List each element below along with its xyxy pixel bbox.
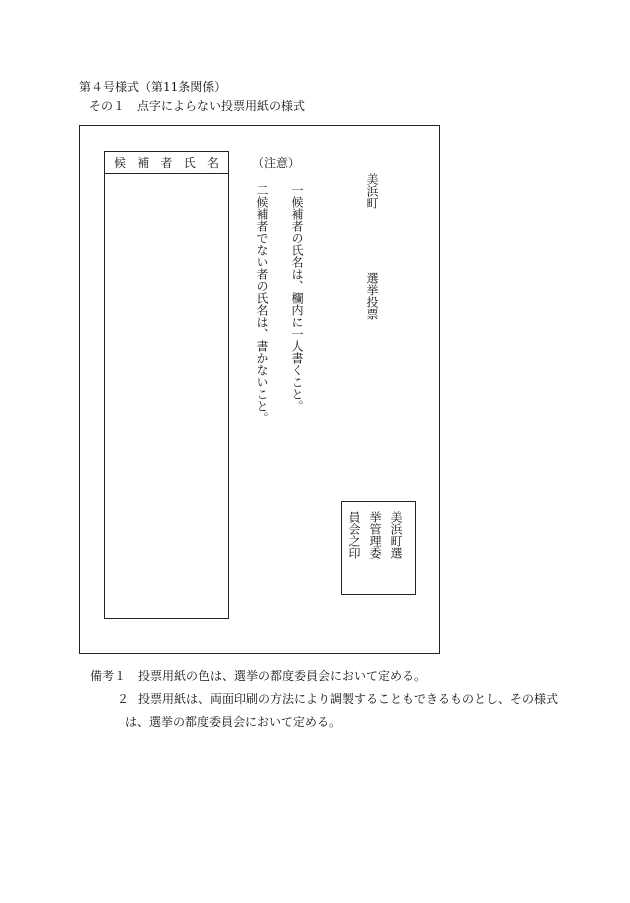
- seal-column: 員会之印: [347, 511, 361, 559]
- candidate-header-char: 補: [137, 156, 150, 170]
- note2-text-line1: 投票用紙は、両面印刷の方法により調製することもできるものとし、その様式: [138, 692, 559, 706]
- seal-column: 美浜町選: [389, 511, 403, 559]
- form-subtitle: その１ 点字によらない投票用紙の様式: [89, 99, 306, 113]
- note1-label: 備考１: [90, 669, 127, 683]
- candidate-name-header: [105, 152, 228, 174]
- form-number: 第４号様式（第11条関係）: [79, 80, 227, 94]
- note1-text: 投票用紙の色は、選挙の都度委員会において定める。: [138, 669, 427, 683]
- candidate-header-char: 名: [206, 156, 219, 170]
- ballot-title: 選挙投票: [365, 272, 379, 320]
- instruction-one: 一候補者の氏名は、欄内に一人書くこと。: [290, 184, 304, 412]
- instruction-two: 二候補者でない者の氏名は、書かないこと。: [255, 184, 269, 424]
- notice-label: （注意）: [252, 156, 301, 170]
- town-name: 美浜町: [365, 173, 379, 209]
- note2-label: ２: [117, 692, 130, 706]
- candidate-header-char: 候: [114, 156, 127, 170]
- seal-box: [341, 501, 416, 595]
- candidate-header-char: 氏: [183, 156, 196, 170]
- candidate-header-char: 者: [160, 156, 173, 170]
- candidate-name-writing-area[interactable]: [105, 174, 228, 618]
- candidate-name-box: [104, 151, 229, 619]
- ballot-frame: [79, 125, 440, 654]
- note2-text-line2: は、選挙の都度委員会において定める。: [125, 715, 342, 729]
- seal-column: 挙管理委: [368, 511, 382, 559]
